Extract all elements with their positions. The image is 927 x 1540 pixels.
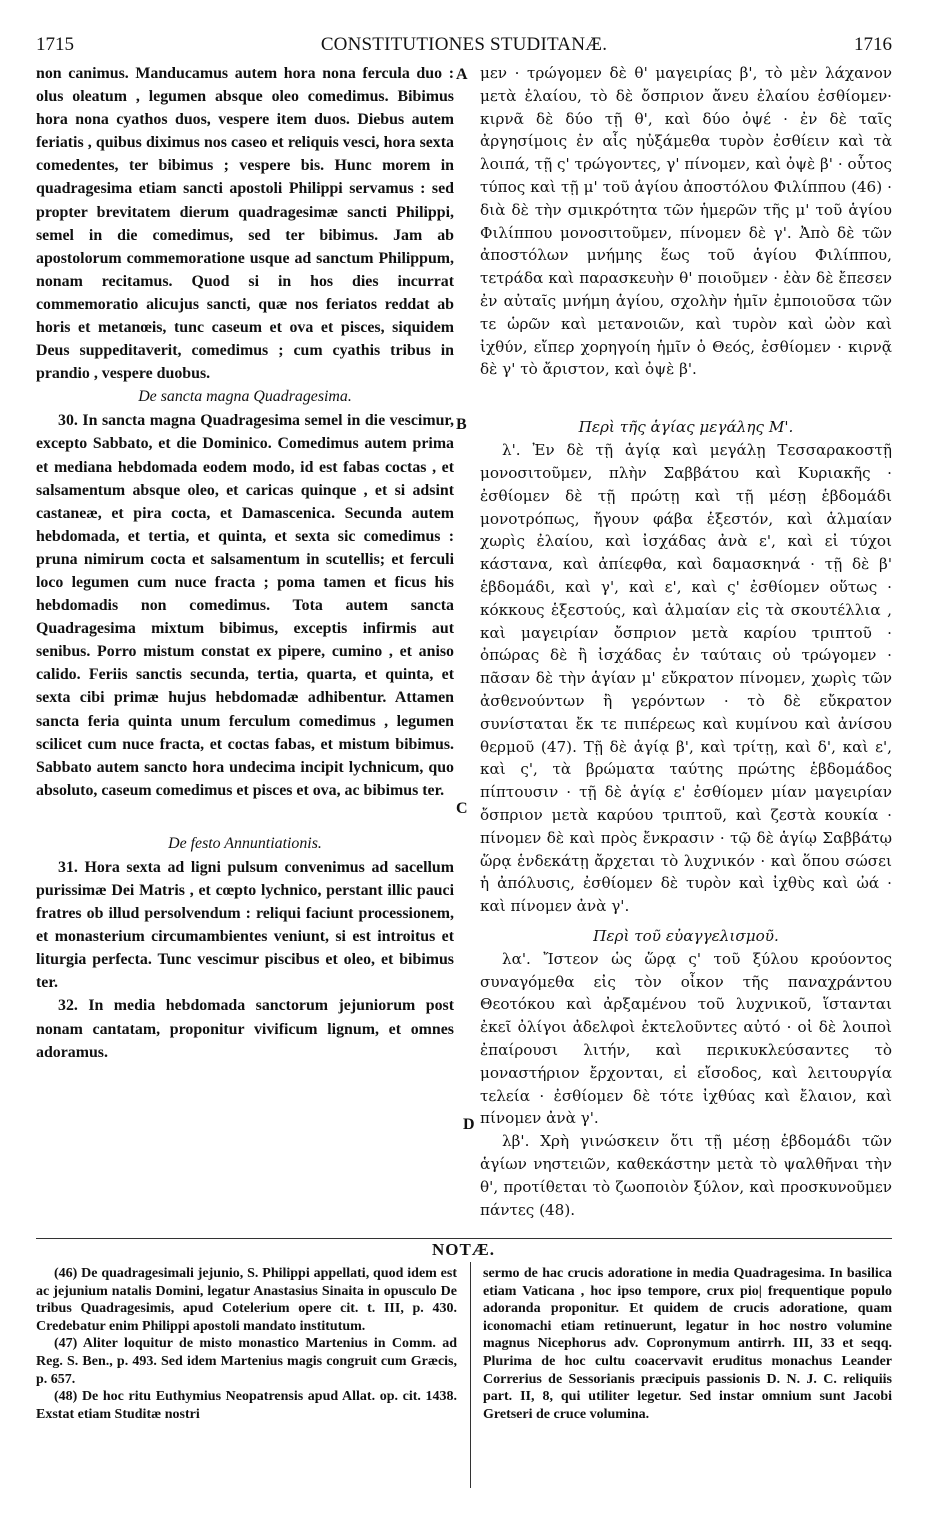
greek-column <box>480 62 892 1221</box>
latin-heading-annuntiationis: De festo Annuntiationis. <box>168 834 322 852</box>
section-number: λα'. <box>502 949 531 968</box>
running-header <box>36 34 892 60</box>
section-text: In media hebdomada sanctorum jejuniorum post nonam cantatam, proponitur vivificum lignum, et omnes adoramus. <box>36 997 454 1061</box>
margin-letter-a: A <box>456 66 468 83</box>
section-text: Χρὴ γινώσκειν ὅτι τῇ μέσῃ ἑβδομάδι τῶν ἁγίων νηστειῶν, καθεκάστην μετὰ τὸ ψαλθῆναι τὴν θ', προτίθεται τὸ ζωοποιὸν ξύλον, καὶ προσκυνοῦμεν πάντες (48). <box>480 1132 893 1219</box>
section-text: In sancta magna Quadragesima semel in die vescimur, excepto Sabbato, et die Dominico. Comedimus autem prima et mediana hebdomada eodem modo, id est fabas coctas , et salsamentum absque oleo, et caricas quinque , et si adsint castaneæ, et pira cocta, et Damascenica. Secunda autem hebdomada, et tertia, et quinta, et sexta sic comedimus : pruna nimirum cocta et salsamentum in scutellis; et ferculi loco legumen cum nuce fracta ; poma tamen et ficus his hebdomadis non comedimus. Tota autem sancta Quadragesima mixtum bibimus, exceptis infirmis aut senibus. Porro mistum constat ex pipere, cumino , et aniso calido. Feriis sanctis secunda, tertia, quarta, et quinta, et sexta cibi primæ hujus hebdomadæ adhibentur. Attamen sancta feria quinta unum ferculum comedimus , legumen scilicet cum nuce fracta, et coctas fabas, et mistum bibimus. Sabbato autem sancto hora undecima incipit lychnicum, quo absoluto, caseum comedimus et pisces et ova, ac bibimus ter. <box>36 412 454 799</box>
section-number: λ'. <box>502 441 521 460</box>
section-text: Ἴστεον ὡς ὥρᾳ ς' τοῦ ξύλου κρούοντος συναγόμεθα εἰς τὸν οἶκον τῆς παναχράντου Θεοτόκου καὶ ἀρξαμένου τοῦ λυχνικοῦ, ἵστανται ἐκεῖ ὀλίγοι ἀδελφοὶ ἐκτελοῦντες αὐτό · οἱ δὲ λοιποὶ ἐπαίρουσι λιτήν, καὶ περικυκλεύσαντες τὸ μοναστήριον ἔρχονται, εἰ εἴσοδος, καὶ λειτουργία τελεία · ἐσθίομεν δὲ τότε ἰχθύας καὶ ἔλαιον, καὶ πίνομεν ἀνὰ γ'. <box>480 949 892 1128</box>
note-46: (46) De quadragesimali jejunio, S. Philippi appellati, quod idem est ac jejunium natalis Domini, legatur Anastasius Sinaita in opusculo De tribus Quadragesimis, apud Cotelerium opere cit. t. III, p. 430. Credebatur enim Philippi apostoli mandato institutum. <box>36 1266 457 1334</box>
greek-section-31 <box>480 948 892 1130</box>
section-number: 30. <box>58 412 78 430</box>
notes-right-column <box>483 1265 892 1423</box>
greek-paragraph-continued: μεν · τρώγομεν δὲ θ' μαγειρίας β', τὸ μὲν λάχανον μετὰ ἐλαίου, τὸ δὲ ὄσπριον ἄνευ ἐλαίου ἐσθίομεν· κιρνᾶ δὲ δύο τῇ θ', καὶ δύο ὀψέ · ἐν δὲ ταῖς ἀργησίμοις ἐν αἷς ηὐξάμεθα τυρὸν ἐσθίειν καὶ τὰ λοιπά, τῇ ς' τρώγοντες, γ' πίνομεν, καὶ ὀψὲ β' · οὗτος τύπος καὶ τῇ μ' τοῦ ἁγίου ἀποστόλου Φιλίππου (46) · διὰ δὲ τὴν σμικρότητα τῶν ἡμερῶν τῆς μ' τοῦ ἁγίου Φιλίππου μονοσιτοῦμεν, πίνομεν δὲ γ'. Ἀπὸ δὲ τῶν ἀποστόλων μνήμης ἕως τοῦ ἁγίου Φιλίππου, τετράδα καὶ παρασκευὴν θ' ποιοῦμεν · ἐὰν δὲ ἔπεσεν ἐν αὐταῖς μνήμη ἁγίου, σχολὴν ἡμῖν ἐμποιοῦσα τῶν τε ὡρῶν καὶ μετανοιῶν, καὶ τυρὸν καὶ ὠὸν καὶ ἰχθύν, εἴπερ χορηγοίη ἡμῖν ὁ Θεός, ἐσθίομεν · κιρνᾷ δὲ γ' τὸ ἄριστον, καὶ ὀψὲ β'. <box>480 64 892 379</box>
notes-column-separator <box>470 1262 471 1488</box>
note-47: (47) Aliter loquitur de misto monastico Martenius in Comm. ad Reg. S. Ben., p. 493. Sed idem Martenius magis congruit cum Græcis, p. 657. <box>36 1336 457 1387</box>
section-number: λβ'. <box>502 1132 530 1151</box>
section-number: 31. <box>58 858 78 876</box>
section-text: Ἐν δὲ τῇ ἁγίᾳ καὶ μεγάλῃ Τεσσαρακοστῇ μονοσιτοῦμεν, πλὴν Σαββάτου καὶ Κυριακῆς · ἐσθίομεν δὲ τῇ πρώτῃ καὶ τῇ μέσῃ ἑβδομάδι μονοτρόπως, ἤγουν φάβα ἑξεστόν, καὶ ἁλμαίαν χωρὶς ἐλαίου, καὶ ἰσχάδας ἀνὰ ε', καὶ εἰ τύχοι κάστανα, καὶ ἀπίεφθα, καὶ δαμασκηνά · τῇ δὲ β' ἑβδομάδι, καὶ γ', καὶ ε', καὶ ς' ἐσθίομεν οὕτως · κόκκους ἑξεστούς, καὶ ἁλμαίαν εἰς τὰ σκουτέλλια , καὶ μαγειρίαν ὄσπριον μετὰ καρίου τριπτοῦ · ὀπώρας δὲ ἢ ἰσχάδας ἐν ταύταις οὐ τρώγομεν · πᾶσαν δὲ τὴν ἁγίαν μ' εὔκρατον πίνομεν, χωρὶς τῶν ἀσθενούντων ἢ γερόντων · τὸ δὲ εὔκρατον συνίσταται ἔκ τε πιπέρεως καὶ κυμίνου καὶ ἀνίσου θερμοῦ (47). Τῇ δὲ ἁγίᾳ β', καὶ τρίτῃ, καὶ δ', καὶ ε', καὶ ς', τὰ βρώματα ταύτης πρώτης ἑβδομάδος πίπτουσιν · τῇ δὲ ἁγίᾳ ε' ἐσθίομεν μίαν μαγειρίαν ὄσπριον μετὰ καρύου τριπτοῦ, καὶ ζεστὰ κουκία · πίνομεν δὲ καὶ πρὸς ἔνκρασιν · τῷ δὲ ἁγίῳ Σαββάτῳ ὥρᾳ ἑνδεκάτῃ ἄρχεται τὸ λυχνικόν · καὶ ὅπου σώσει ἡ ἀπόλυσις, ἐσθίομεν δὲ τυρὸν καὶ ἰχθὺς καὶ ὠά · καὶ πίνομεν ἀνὰ γ'. <box>480 441 893 916</box>
page-number-left: 1715 <box>36 34 74 55</box>
margin-letter-c: C <box>456 800 468 817</box>
latin-paragraph-continued: non canimus. Manducamus autem hora nona fercula duo : olus oleatum , legumen absque oleo comedimus. Bibimus hora nona cyathos duos, vespere item duos. Diebus autem feriatis , quibus diximus nos caseo et reliquis vesci, hora sexta comedentes, ter bibimus ; vespere bis. Hunc morem in quadragesima etiam sancti apostoli Philippi servamus : sed propter brevitatem dierum quadragesimæ sancti Philippi, semel in die comedimus, sed ter bibimus. Jam ab apostolorum commemoratione usque ad sanctum Philippum, nonam recitamus. Quod si in hos dies incurrat commemoratio alicujus sancti, quæ nos feriatos reddat ab horis et metanœis, tunc caseum et ova et pisces, siquidem Deus suppeditaverit, comedimus ; cum cyathis tribus in prandio , vespere duobus. <box>36 65 454 383</box>
latin-heading-quadragesima: De sancta magna Quadragesima. <box>138 388 352 406</box>
latin-section-31 <box>36 856 454 995</box>
page-number-right: 1716 <box>854 34 892 55</box>
notes-left-column <box>36 1265 457 1423</box>
greek-section-30 <box>480 439 892 918</box>
latin-column <box>36 62 454 1064</box>
section-text: Hora sexta ad ligni pulsum convenimus ad sacellum purissimæ Dei Matris , et cœpto lychnico, perstant illic pauci fratres ob illud persolvendum : reliqui faciunt processionem, et monasterium circumambientes veniunt, si est introitus et liturgia perfecta. Tunc vescimur piscibus et oleo, et bibimus ter. <box>36 858 454 992</box>
notes-heading: NOTÆ. <box>431 1240 496 1259</box>
greek-heading-evangelismou: Περὶ τοῦ εὐαγγελισμοῦ. <box>593 926 779 945</box>
margin-letter-d: D <box>463 1116 475 1133</box>
latin-section-30 <box>36 409 454 802</box>
greek-section-32 <box>480 1130 892 1221</box>
margin-letter-b: B <box>456 416 467 433</box>
note-48-continued: sermo de hac crucis adoratione in media Quadragesima. In basilica etiam Vaticana , hoc ipso tempore, crux pio| frequentique populo adoranda proponitur. Et quidem de crucis adoratione, quam iconomachi etiam retinuerunt, legatur in hoc nostro volumine magnus Nicephorus adv. Copronymum antirrh. III, 33 et seqq. Plurima de hoc cultu coacervavit eruditus monachus Leander Correrius de Sessorianis præcipuis passionis D. N. J. C. reliquiis part. II, 8, qui utiliter legetur. Sed instar omnium sunt Jacobi Gretseri de cruce volumina. <box>483 1266 892 1422</box>
section-number: 32. <box>58 997 78 1015</box>
note-48: (48) De hoc ritu Euthymius Neopatrensis apud Allat. op. cit. 1438. Exstat etiam Studitæ nostri <box>36 1389 457 1422</box>
latin-section-32 <box>36 994 454 1063</box>
notes-divider <box>36 1238 892 1239</box>
greek-heading-quadragesima: Περὶ τῆς ἁγίας μεγάλης Μ'. <box>578 418 794 437</box>
running-title: CONSTITUTIONES STUDITANÆ. <box>320 34 608 55</box>
